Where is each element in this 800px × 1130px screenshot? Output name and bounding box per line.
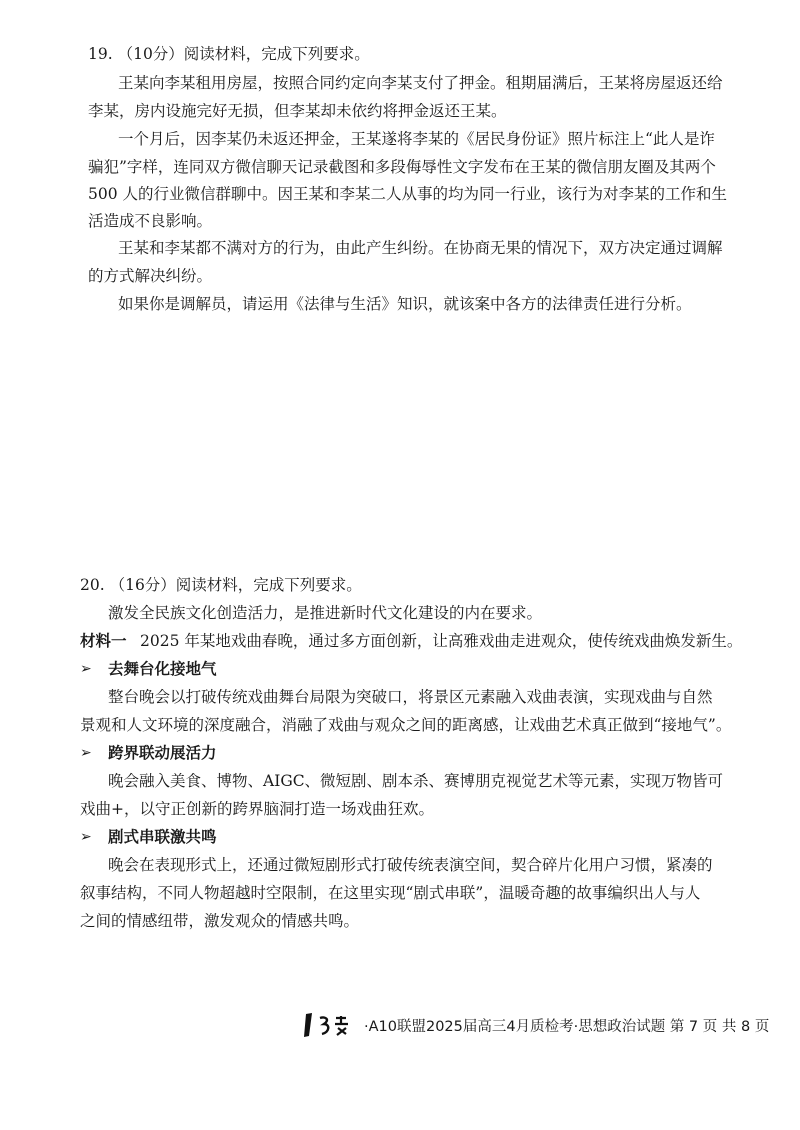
section-line: 之间的情感纽带，激发观众的情感共鸣。 xyxy=(80,912,360,930)
section-heading: 剧式串联激共鸣 xyxy=(108,827,217,846)
q19-header: 19. （10分）阅读材料，完成下列要求。 xyxy=(88,45,370,63)
q19-line: 的方式解决纠纷。 xyxy=(88,267,213,285)
section-line: 景观和人文环境的深度融合，消融了戏曲与观众之间的距离感，让戏曲艺术真正做到“接地气”。 xyxy=(80,716,732,734)
section-line: 戏曲+，以守正创新的跨界脑洞打造一场戏曲狂欢。 xyxy=(80,800,434,818)
q19-line: 如果你是调解员，请运用《法律与生活》知识，就该案中各方的法律责任进行分析。 xyxy=(118,295,692,313)
q19-line: 王某向李某租用房屋，按照合同约定向李某支付了押金。租期届满后，王某将房屋返还给 xyxy=(118,74,723,92)
section-line: 叙事结构，不同人物超越时空限制，在这里实现“剧式串联”，温暖奇趣的故事编织出人与人 xyxy=(80,884,701,902)
section-heading: 去舞台化接地气 xyxy=(108,659,217,678)
q20-header: 20. （16分）阅读材料，完成下列要求。 xyxy=(80,576,362,594)
q19-line: 活造成不良影响。 xyxy=(88,212,213,230)
bullet-arrow-icon: ➢ xyxy=(80,661,92,677)
brand-logo xyxy=(300,1010,364,1040)
footer-text: ·A10联盟2025届高三4月质检考·思想政治试题 第 7 页 共 8 页 xyxy=(364,1019,770,1035)
section-line: 晚会在表现形式上，还通过微短剧形式打破传统表演空间，契合碎片化用户习惯，紧凑的 xyxy=(108,856,713,874)
q20-material-text: 2025 年某地戏曲春晚，通过多方面创新，让高雅戏曲走进观众，使传统戏曲焕发新生。 xyxy=(140,632,743,650)
section-line: 晚会融入美食、博物、AIGC、微短剧、剧本杀、赛博朋克视觉艺术等元素，实现万物皆可 xyxy=(108,772,724,790)
bullet-arrow-icon: ➢ xyxy=(80,745,92,761)
q19-line: 骗犯”字样，连同双方微信聊天记录截图和多段侮辱性文字发布在王某的微信朋友圈及其两个 xyxy=(88,158,716,176)
q20-material-label: 材料一 xyxy=(80,631,127,650)
q19-line: 500 人的行业微信群聊中。因王某和李某二人从事的均为同一行业，该行为对李某的工作和生 xyxy=(88,185,728,203)
q19-line: 一个月后，因李某仍未返还押金，王某遂将李某的《居民身份证》照片标注上“此人是诈 xyxy=(118,130,715,148)
section-heading: 跨界联动展活力 xyxy=(108,743,217,762)
section-line: 整台晚会以打破传统戏曲舞台局限为突破口，将景区元素融入戏曲表演，实现戏曲与自然 xyxy=(108,688,713,706)
q20-intro: 激发全民族文化创造活力，是推进新时代文化建设的内在要求。 xyxy=(108,604,543,622)
bullet-arrow-icon: ➢ xyxy=(80,829,92,845)
q19-line: 李某，房内设施完好无损，但李某却未依约将押金返还王某。 xyxy=(88,102,507,120)
q19-line: 王某和李某都不满对方的行为，由此产生纠纷。在协商无果的情况下，双方决定通过调解 xyxy=(118,239,723,257)
